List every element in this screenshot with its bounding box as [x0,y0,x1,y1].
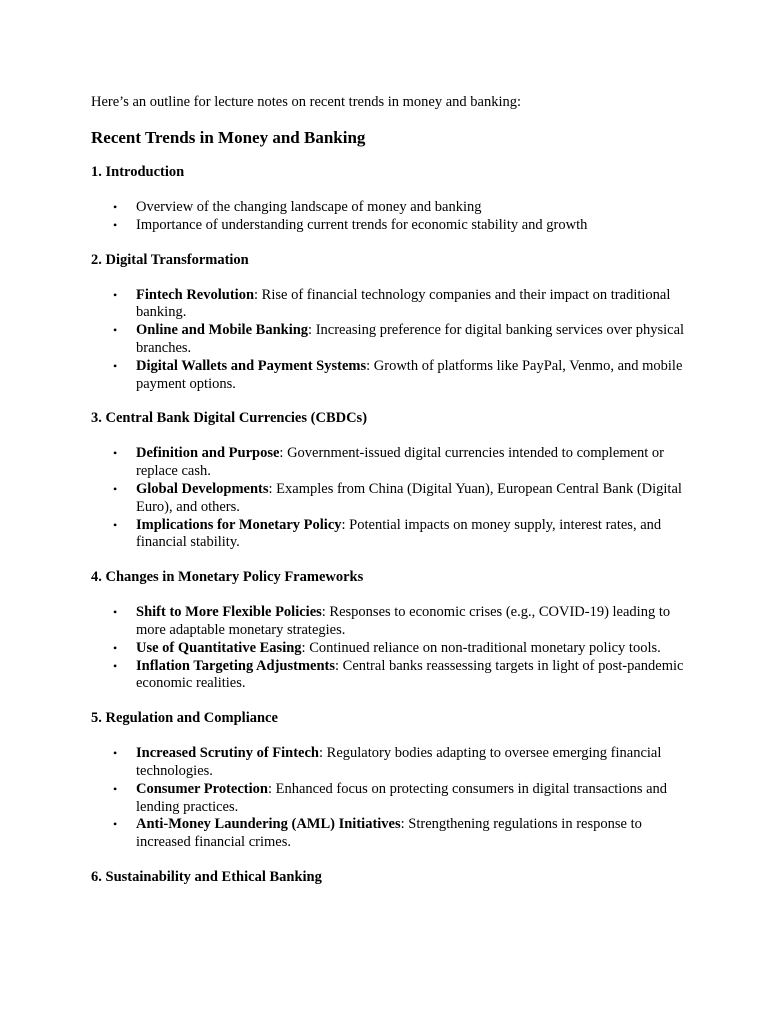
item-term: Fintech Revolution [136,286,255,303]
intro-text: Here’s an outline for lecture notes on recent trends in money and banking: [91,94,522,110]
bullet-icon: • [113,640,118,655]
bullet-icon: • [113,517,118,532]
list-item [91,199,686,217]
item-text: : Growth of platforms like PayPal, Venmo, and mobile payment options. [136,357,683,392]
bullet-icon: • [113,781,118,796]
item-text: : Central banks reassessing targets in light of post-pandemic economic realities. [136,657,684,692]
list-item [91,481,686,517]
section-heading: 5. Regulation and Compliance [91,710,278,727]
item-text: Overview of the changing landscape of money and banking [136,199,482,215]
section-heading: 6. Sustainability and Ethical Banking [91,868,322,885]
bullet-icon: • [113,217,118,232]
bullet-list [91,445,691,552]
list-item [91,640,686,658]
sections-container [91,163,691,886]
document-page [91,93,691,904]
section-heading: 3. Central Bank Digital Currencies (CBDCs) [91,410,368,427]
item-term: Inflation Targeting Adjustments [136,657,336,674]
item-text: : Government-issued digital currencies intended to complement or replace cash. [136,445,664,480]
bullet-icon: • [113,358,118,373]
section-heading: 1. Introduction [91,164,185,180]
item-text: : Rise of financial technology companies and their impact on traditional banking. [136,286,671,321]
bullet-icon: • [113,817,118,832]
list-item [91,358,686,394]
item-term: Shift to More Flexible Policies [136,604,322,621]
item-term: Digital Wallets and Payment Systems [136,357,367,374]
list-item [91,745,686,781]
section-heading: 4. Changes in Monetary Policy Frameworks [91,569,364,586]
bullet-icon: • [113,287,118,302]
bullet-icon: • [113,446,118,461]
item-text: : Responses to economic crises (e.g., COVID-19) leading to more adaptable monetary strategies. [136,604,671,638]
item-term: Online and Mobile Banking [136,322,309,339]
item-term: Anti-Money Laundering (AML) Initiatives [136,816,401,833]
section-heading: 2. Digital Transformation [91,251,249,268]
bullet-icon: • [113,200,118,214]
list-item [91,217,686,235]
item-text: : Continued reliance on non-traditional monetary policy tools. [301,639,661,656]
bullet-icon: • [113,746,118,761]
item-text: Importance of understanding current trends for economic stability and growth [136,216,588,233]
bullet-list [91,604,691,693]
item-text: : Strengthening regulations in response to increased financial crimes. [136,816,642,851]
item-term: Definition and Purpose [136,445,280,462]
bullet-icon: • [113,658,118,673]
bullet-icon: • [113,323,118,338]
list-item [91,604,686,640]
document-title: Recent Trends in Money and Banking [91,128,366,147]
item-term: Global Developments [136,480,269,497]
bullet-list [91,199,691,235]
bullet-list [91,745,691,852]
bullet-icon: • [113,481,118,496]
list-item [91,517,686,553]
item-text: : Enhanced focus on protecting consumers in digital transactions and lending practices. [136,780,668,815]
list-item [91,658,686,694]
item-text: : Examples from China (Digital Yuan), European Central Bank (Digital Euro), and others. [136,480,682,515]
item-term: Increased Scrutiny of Fintech [136,745,319,762]
bullet-list [91,287,691,394]
item-text: : Regulatory bodies adapting to oversee emerging financial technologies. [136,745,662,779]
item-term: Implications for Monetary Policy [136,516,342,533]
item-text: : Potential impacts on money supply, interest rates, and financial stability. [136,516,662,551]
item-text: : Increasing preference for digital banking services over physical branches. [136,322,685,356]
list-item [91,322,686,358]
list-item [91,287,686,323]
item-term: Use of Quantitative Easing [136,639,302,656]
bullet-icon: • [113,605,118,620]
item-term: Consumer Protection [136,780,268,797]
list-item [91,781,686,817]
list-item [91,816,686,852]
list-item [91,445,686,481]
